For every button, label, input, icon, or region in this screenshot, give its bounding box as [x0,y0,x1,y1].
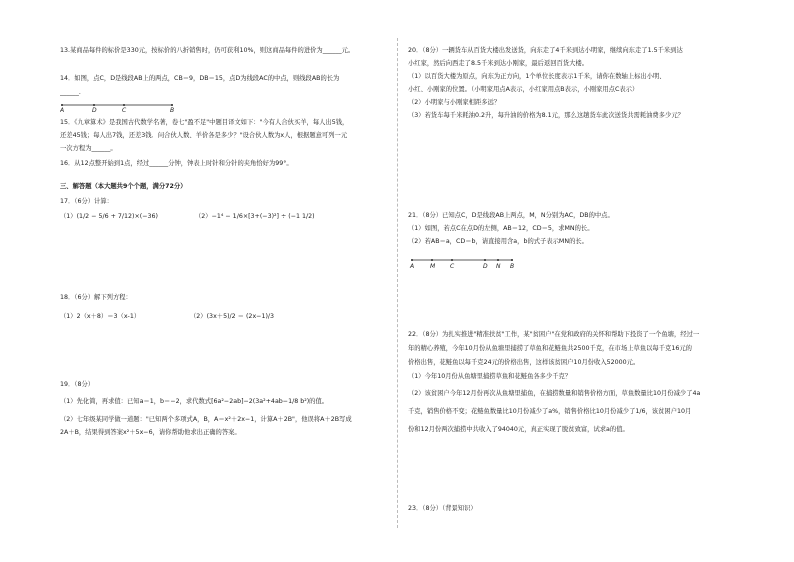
question-19-part-2-line-2: 2A＋B，结果得到答案x²＋5x−6，请你帮助他求出正确的答案。 [60,429,241,436]
label-c: C [122,107,127,114]
point-d [93,104,95,106]
segment-figure-q21 [408,255,538,271]
label-b: B [170,107,175,114]
point-c-q21 [451,259,453,261]
question-18: 18．（6分）解下列方程： [60,294,132,301]
question-21-line-2: （1）如图，若点C在点D的左侧，AB＝12，CD＝5，求MN的长。 [408,225,594,232]
question-22-line-3: 价格出售，花鲢鱼以每千克24元的价格出售，这样该贫困户10月份收入52000元。 [408,359,640,366]
question-13: 13.某商品每件的标价是330元，按标价的八折销售时，仍可获利10%，则这商品每件的进价为______元。 [60,47,355,54]
point-d-q21 [484,259,486,261]
point-a [61,104,63,106]
question-15-line-3: 一次方程为______。 [60,145,117,152]
question-22-line-5: （2）该贫困户今年12月份再次从鱼塘里捕鱼，在捕捞数量和销售价格方面，草鱼数量比10月份减少了4a [408,390,701,397]
question-19: 19．（8分） [60,381,95,388]
segment-figure-q14 [60,100,190,114]
question-15-line-2: 还差45钱；每人出7钱，还差3钱．问合伙人数、羊价各是多少？"设合伙人数为x人，根据题意可列一元 [60,132,348,139]
question-20-line-6: （3）若货车每千米耗油0.2升，每升油的价格为8.1元，那么这趟货车此次送货共需耗油费多少元？ [408,112,684,119]
question-22-line-7: 份和12月份两次捕捞中共收入了94040元，真正实现了脱贫致富，试求a的值。 [408,426,629,433]
point-m-q21 [431,259,433,261]
question-15-line-1: 15．《九章算术》是我国古代数学名著，卷七"盈不足"中题目译文如下："今有人合伙买羊，每人出5钱， [60,119,349,126]
point-c [123,104,125,106]
question-22-line-2: 年的精心养殖，今年10月份从鱼塘里捕捞了草鱼和花鲢鱼共2500千克，在市场上草鱼以每千克16元的 [408,345,692,352]
label-c-q21: C [450,263,455,270]
question-20-line-2: 小红家，然后向西走了8.5千米到达小刚家，最后返回百货大楼。 [408,60,589,67]
question-20-line-1: 20．（8分）一辆货车从百货大楼出发送货，向东走了4千米到达小明家，继续向东走了1.5千米到达 [408,47,683,54]
label-b-q21: B [510,263,515,270]
point-n-q21 [497,259,499,261]
question-21-line-3: （2）若AB＝a，CD＝b，请直接用含a，b的式子表示MN的长。 [408,238,588,245]
question-20-line-3: （1）以百货大楼为原点，向东为正方向，1个单位长度表示1千米，请你在数轴上标出小明、 [408,73,666,80]
question-17-part-1: （1）(1/2 − 5/6 + 7/12)×(−36) [60,213,158,220]
question-14-line-2: ______. [60,89,81,96]
point-b-q21 [511,259,513,261]
question-17: 17．（6分）计算： [60,198,113,205]
question-20-line-4: 小红、小刚家的位置。（小明家用点A表示，小红家用点B表示，小刚家用点C表示） [408,86,639,93]
section-3-heading: 三、解答题（本大题共9个个题，满分72分） [60,183,187,190]
question-18-part-1: （1）2（x＋8）＝3（x-1） [60,313,141,320]
question-19-part-2-line-1: （2）七年级某同学做一道题："已知两个多项式A，B，A＝x²＋2x−1，计算A＋2B"，他误将A＋2B写成 [60,416,352,423]
question-22-line-6: 千克，销售价格不变；花鲢鱼数量比10月份减少了a%，销售价格比10月份减少了1/6，该贫困户10月 [408,408,692,415]
label-a: A [60,107,65,114]
label-a-q21: A [410,263,415,270]
label-d: D [92,107,97,114]
label-d-q21: D [483,263,488,270]
label-m-q21: M [430,263,436,270]
point-b [171,104,173,106]
question-18-part-2: （2）(3x＋5)/2 ＝ (2x−1)/3 [190,313,275,320]
question-14-line-1: 14．如图，点C，D是线段AB上的两点，CB＝9，DB＝15，点D为线段AC的中点，则线段AB的长为 [60,75,340,82]
question-19-part-1: （1）先化简，再求值：已知a＝1，b＝−2，求代数式[6a²−2ab]−2(3a²+4ab−1/8 b²)的值。 [60,398,329,405]
question-22-line-1: 22．（8分）为扎实推进"精准扶贫"工作，某"贫困户"在党和政府的关怀和帮助下投资了一个鱼塘，经过一 [408,331,700,338]
column-divider [397,38,398,528]
question-17-part-2: （2）−1⁴ − 1/6×[3+(−3)²] ÷ (−1 1/2) [195,213,315,220]
question-16: 16．从12点整开始到1点，经过______分钟，钟表上时针和分针的夹角恰好为99°。 [60,160,293,167]
point-a-q21 [411,259,413,261]
question-21-line-1: 21．（8分）已知点C，D是线段AB上两点，M，N分别为AC，DB的中点。 [408,212,614,219]
question-23: 23．（8分）（背景知识） [408,505,477,512]
question-20-line-5: （2）小明家与小刚家相距多远？ [408,99,501,106]
label-n-q21: N [496,263,501,270]
question-22-line-4: （1）今年10月份从鱼塘里捕捞草鱼和花鲢鱼各多少千克？ [408,373,572,380]
